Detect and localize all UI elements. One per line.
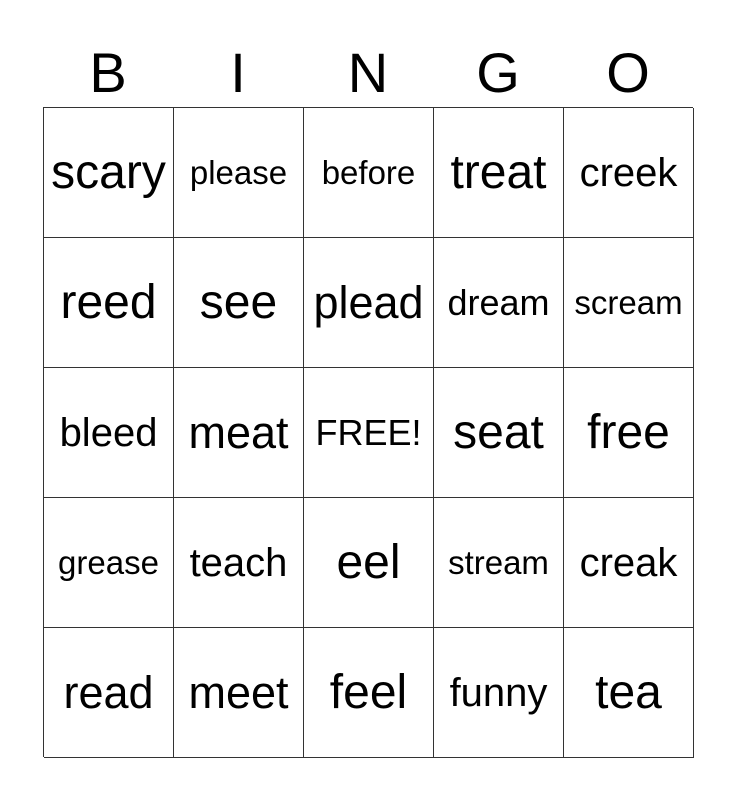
bingo-cell: treat	[434, 108, 564, 238]
bingo-cell: before	[304, 108, 434, 238]
bingo-cell: meat	[174, 368, 304, 498]
bingo-cell: teach	[174, 498, 304, 628]
bingo-header	[43, 40, 693, 106]
bingo-cell: creek	[564, 108, 694, 238]
bingo-cell: reed	[44, 238, 174, 368]
bingo-cell: grease	[44, 498, 174, 628]
bingo-cell: bleed	[44, 368, 174, 498]
bingo-cell: funny	[434, 628, 564, 758]
bingo-cell: plead	[304, 238, 434, 368]
header-letter-o: O	[606, 41, 650, 104]
bingo-cell: scary	[44, 108, 174, 238]
bingo-cell: tea	[564, 628, 694, 758]
bingo-cell: feel	[304, 628, 434, 758]
bingo-cell: see	[174, 238, 304, 368]
bingo-cell: eel	[304, 498, 434, 628]
bingo-board	[43, 107, 693, 757]
bingo-cell: read	[44, 628, 174, 758]
bingo-cell: seat	[434, 368, 564, 498]
bingo-cell: free	[564, 368, 694, 498]
bingo-cell: meet	[174, 628, 304, 758]
bingo-cell: stream	[434, 498, 564, 628]
bingo-cell: please	[174, 108, 304, 238]
header-letter-i: I	[230, 41, 246, 104]
bingo-cell: creak	[564, 498, 694, 628]
header-letter-b: B	[89, 41, 127, 104]
bingo-cell: dream	[434, 238, 564, 368]
header-letter-g: G	[476, 41, 520, 104]
header-letter-n: N	[347, 41, 389, 104]
bingo-cell: scream	[564, 238, 694, 368]
bingo-cell-free: FREE!	[304, 368, 434, 498]
